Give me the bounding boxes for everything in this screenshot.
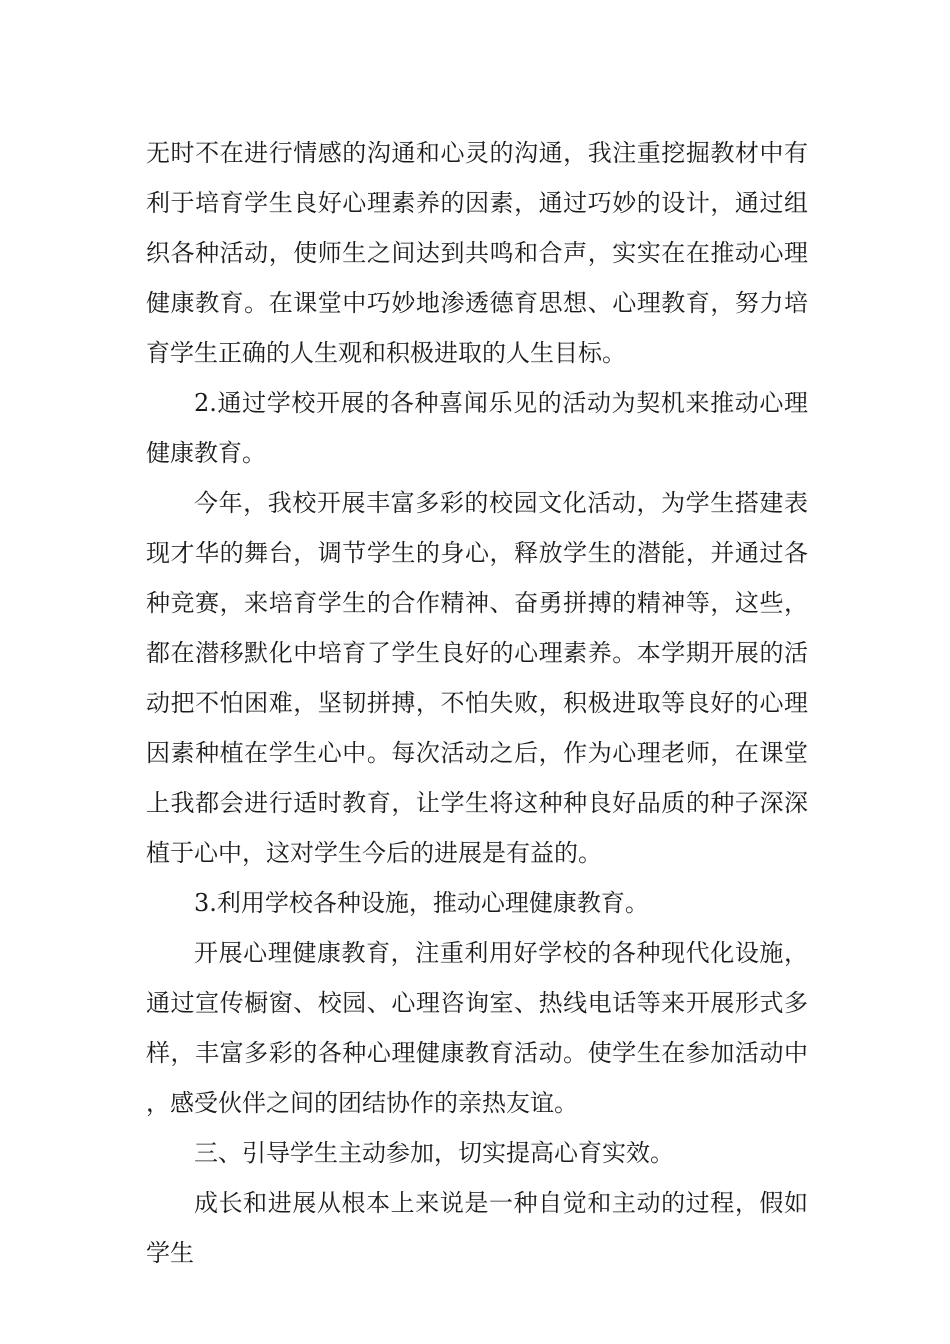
paragraph-facilities: 开展心理健康教育，注重利用好学校的各种现代化设施，通过宣传橱窗、校园、心理咨询室、热线电话等来开展形式多样，丰富多彩的各种心理健康教育活动。使学生在参加活动中，感受伙伴之间的团结协作的亲热友谊。 bbox=[146, 939, 808, 1117]
section-heading-3: 三、引导学生主动参加，切实提高心育实效。 bbox=[194, 1139, 674, 1167]
body-text bbox=[146, 128, 808, 1278]
paragraph-growth: 成长和进展从根本上来说是一种自觉和主动的过程，假如学生 bbox=[146, 1189, 808, 1267]
paragraph-activities: 今年，我校开展丰富多彩的校园文化活动，为学生搭建表现才华的舞台，调节学生的身心，释放学生的潜能，并通过各种竞赛，来培育学生的合作精神、奋勇拼搏的精神等，这些，都在潜移默化中培育了学生良好的心理素养。本学期开展的活动把不怕困难，坚韧拼搏，不怕失败，积极进取等良好的心理因素种植在学生心中。每次活动之后，作为心理老师，在课堂上我都会进行适时教育，让学生将这种种良好品质的种子深深植于心中，这对学生今后的进展是有益的。 bbox=[146, 489, 808, 867]
paragraph-item-3-heading: 3.利用学校各种设施，推动心理健康教育。 bbox=[194, 889, 649, 917]
paragraph-item-2-heading: 2.通过学校开展的各种喜闻乐见的活动为契机来推动心理健康教育。 bbox=[146, 389, 808, 467]
paragraph-continuation: 无时不在进行情感的沟通和心灵的沟通，我注重挖掘教材中有利于培育学生良好心理素养的因素，通过巧妙的设计，通过组织各种活动，使师生之间达到共鸣和合声，实实在在推动心理健康教育。在课堂中巧妙地渗透德育思想、心理教育，努力培育学生正确的人生观和积极进取的人生目标。 bbox=[146, 139, 808, 367]
